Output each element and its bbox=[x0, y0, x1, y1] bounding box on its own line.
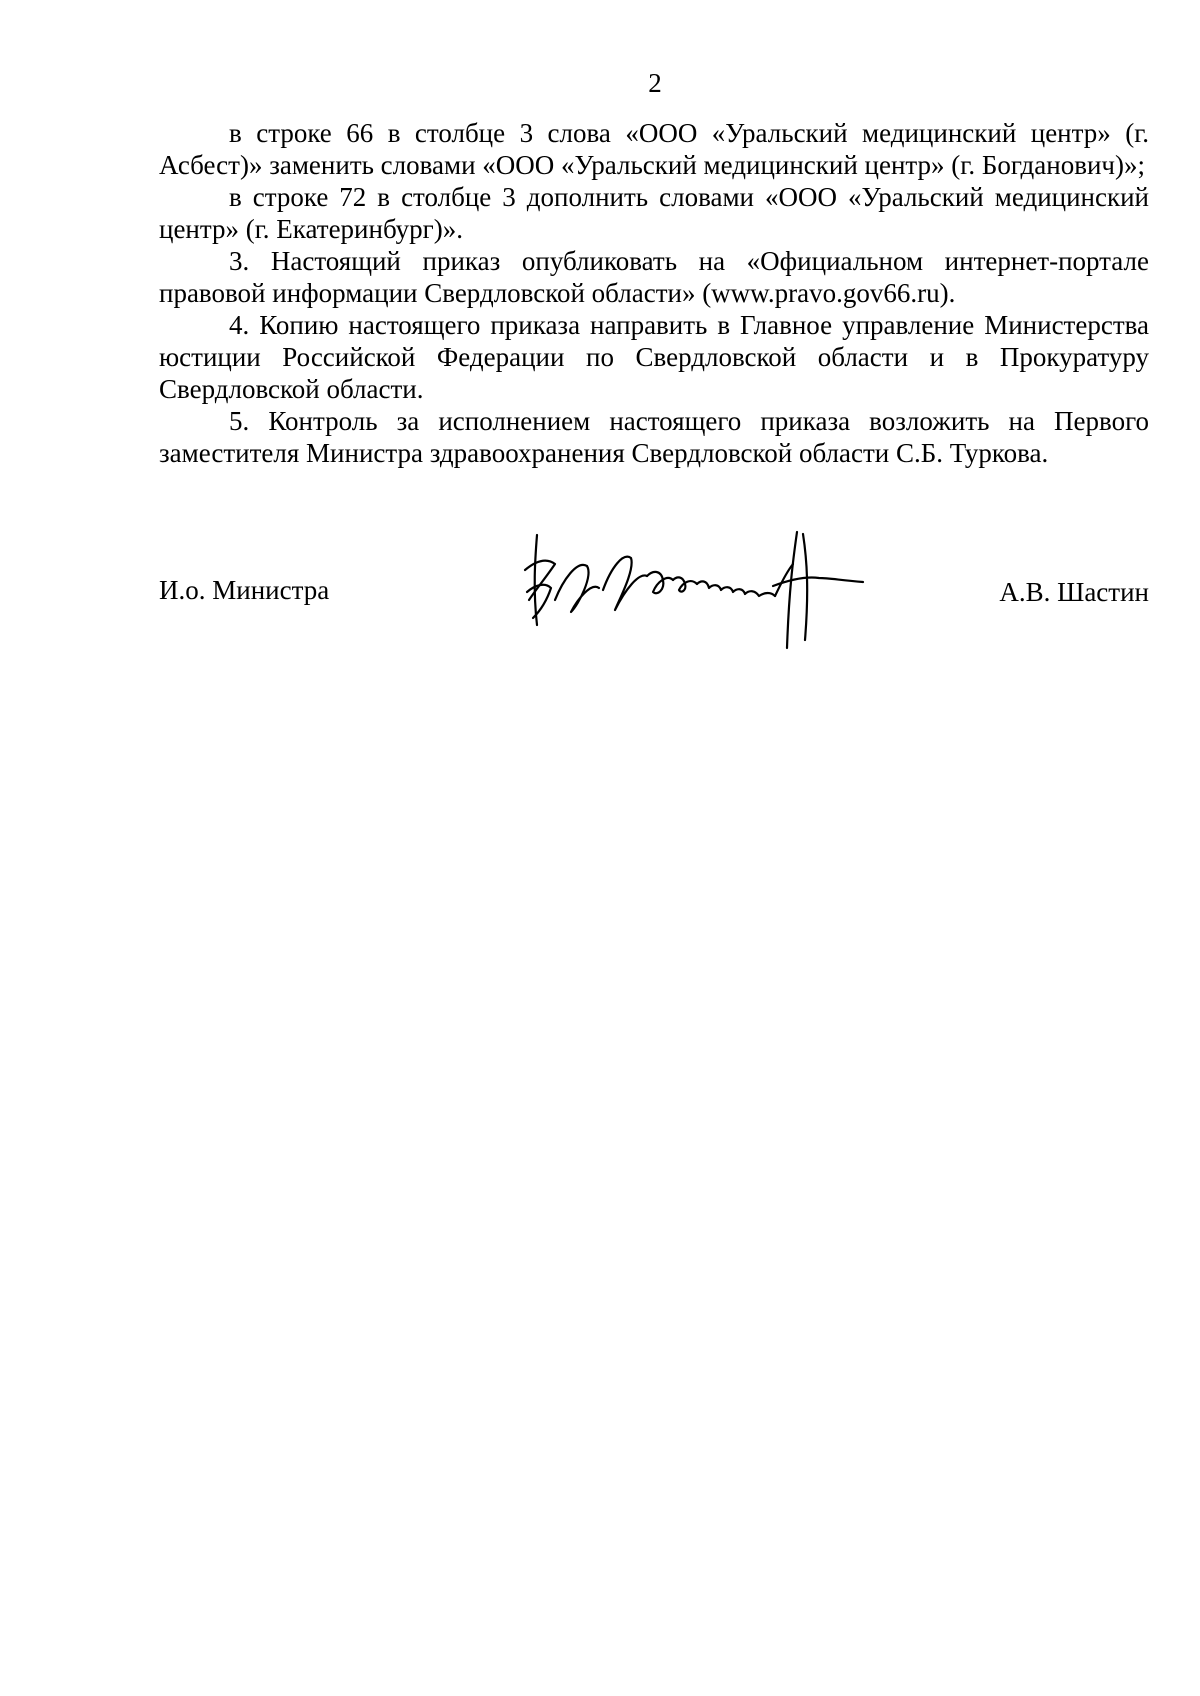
signer-title: И.о. Министра bbox=[159, 575, 330, 605]
page-number: 2 bbox=[648, 68, 662, 98]
paragraph-copy-distribution: 4. Копию настоящего приказа направить в Главное управление Министерства юстиции Российской Федерации по Свердловской области и в Прокуратуру Свердловской области. bbox=[159, 310, 1149, 404]
paragraph-control: 5. Контроль за исполнением настоящего приказа возложить на Первого заместителя Министра здравоохранения Свердловской области С.Б. Туркова. bbox=[159, 406, 1149, 468]
handwritten-signature bbox=[507, 530, 887, 650]
signature-block bbox=[159, 530, 1149, 650]
paragraph-publication: 3. Настоящий приказ опубликовать на «Официальном интернет-портале правовой информации Свердловской области» (www.pravo.gov66.ru). bbox=[159, 246, 1149, 308]
paragraph-row-72-addition: в строке 72 в столбце 3 дополнить словами «ООО «Уральский медицинский центр» (г. Екатеринбург)». bbox=[159, 182, 1149, 244]
signer-name: А.В. Шастин bbox=[999, 577, 1149, 607]
paragraph-row-66-replacement: в строке 66 в столбце 3 слова «ООО «Уральский медицинский центр» (г. Асбест)» заменить словами «ООО «Уральский медицинский центр» (г. Богданович)»; bbox=[159, 118, 1149, 180]
document-body bbox=[159, 117, 1149, 469]
